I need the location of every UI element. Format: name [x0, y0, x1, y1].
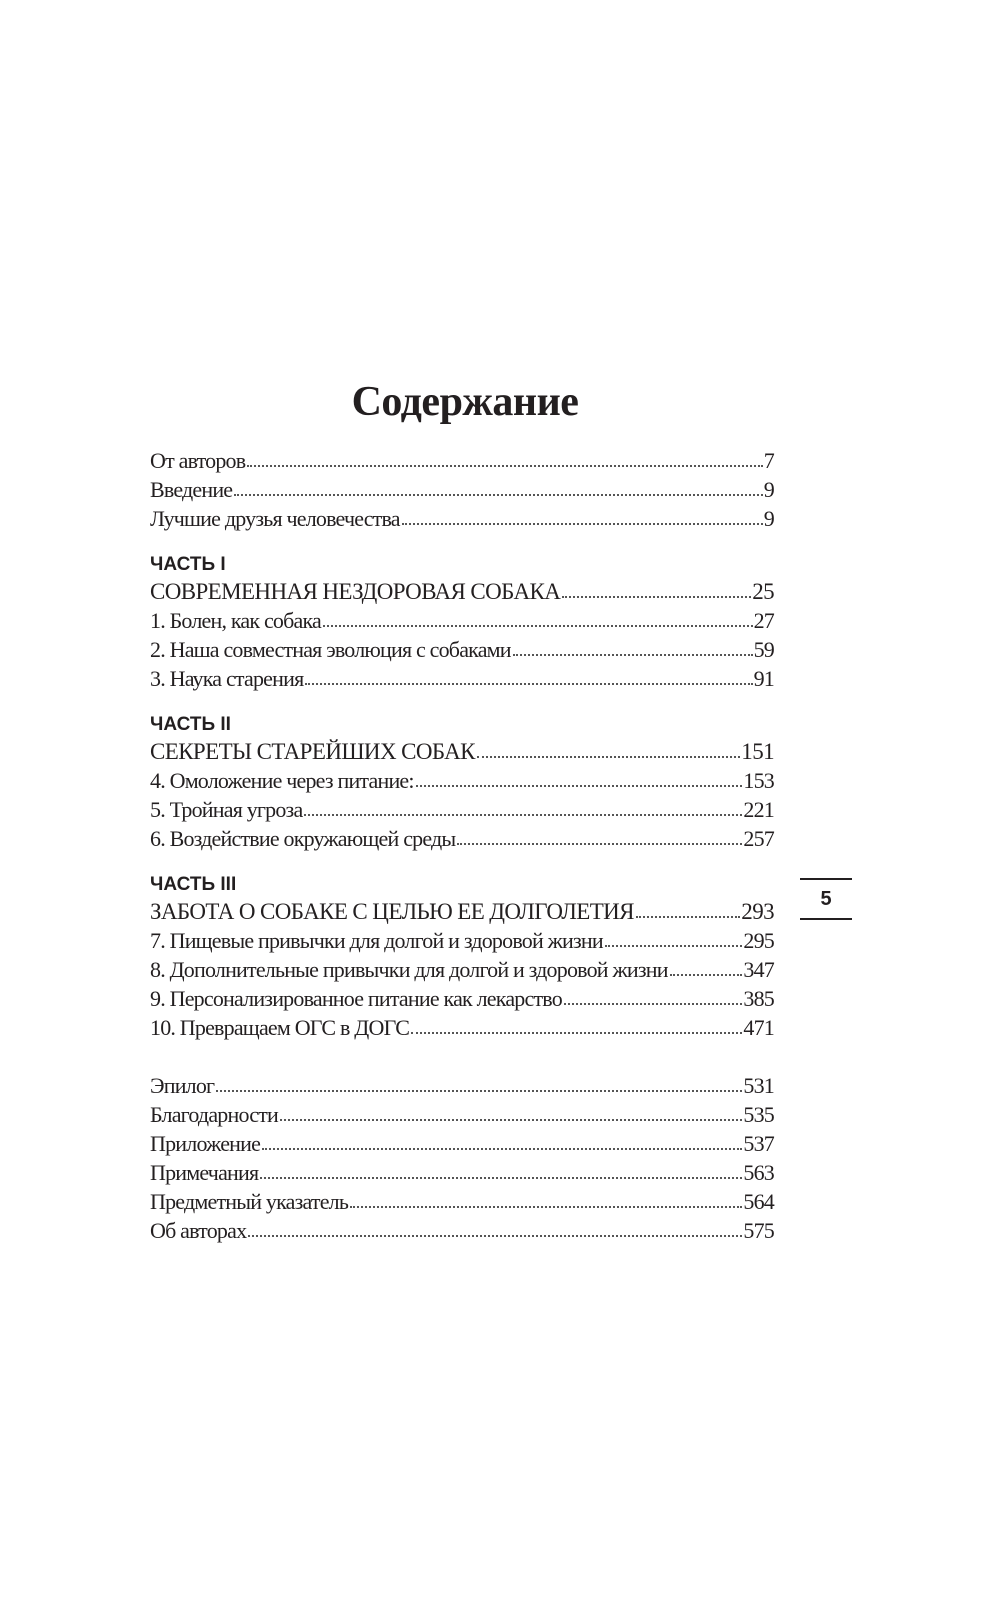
- dot-leader: [323, 625, 753, 627]
- toc-entry-page: 25: [752, 579, 774, 604]
- toc-entry-label: 4. Омоложение через питание:: [150, 768, 414, 793]
- toc-entry-label: Примечания: [150, 1160, 259, 1185]
- dot-leader: [477, 756, 740, 758]
- toc-entry-label: От авторов: [150, 448, 246, 473]
- toc-entry-page: 151: [741, 739, 774, 764]
- toc-entry[interactable]: [150, 765, 774, 794]
- page-number: 5: [800, 878, 852, 920]
- toc-entry-page: 9: [763, 506, 774, 531]
- toc-entry-page: 91: [753, 666, 774, 691]
- toc-entry-label: 6. Воздействие окружающей среды: [150, 826, 456, 851]
- toc-entry[interactable]: [150, 663, 774, 692]
- toc-entry[interactable]: [150, 794, 774, 823]
- toc-entry-page: 59: [753, 637, 774, 662]
- toc-entry[interactable]: [150, 1128, 774, 1157]
- toc-entry-page: 537: [743, 1131, 774, 1156]
- toc-part-heading: ЧАСТЬ II: [150, 714, 231, 735]
- toc-part-title[interactable]: [150, 576, 774, 605]
- toc-entry[interactable]: [150, 1070, 774, 1099]
- dot-leader: [457, 843, 742, 845]
- toc-entry-page: 535: [743, 1102, 774, 1127]
- toc-entry[interactable]: [150, 1215, 774, 1244]
- toc-entry[interactable]: [150, 634, 774, 663]
- toc-entry[interactable]: [150, 925, 774, 954]
- toc-entry[interactable]: [150, 605, 774, 634]
- toc-entry-page: 293: [741, 899, 774, 924]
- dot-leader: [416, 785, 743, 787]
- toc-entry[interactable]: [150, 823, 774, 852]
- toc-entry-label: 9. Персонализированное питание как лекарство: [150, 986, 562, 1011]
- toc-entry-page: 257: [743, 826, 774, 851]
- dot-leader: [350, 1206, 742, 1208]
- toc-entry-page: 575: [743, 1218, 774, 1243]
- toc-entry-page: 153: [743, 768, 774, 793]
- toc-entry-label: СОВРЕМЕННАЯ НЕЗДОРОВАЯ СОБАКА: [150, 579, 561, 604]
- toc-entry[interactable]: [150, 1157, 774, 1186]
- dot-leader: [411, 1032, 742, 1034]
- toc-entry[interactable]: [150, 954, 774, 983]
- toc-entry-label: СЕКРЕТЫ СТАРЕЙШИХ СОБАК: [150, 739, 475, 764]
- toc-entry[interactable]: [150, 1186, 774, 1215]
- dot-leader: [636, 916, 740, 918]
- toc-entry-label: Об авторах: [150, 1218, 247, 1243]
- dot-leader: [670, 974, 743, 976]
- toc-entry-label: 10. Превращаем ОГС в ДОГС: [150, 1015, 410, 1040]
- toc-entry-page: 295: [743, 928, 774, 953]
- page-title: Содержание: [351, 379, 579, 426]
- toc-entry-page: 7: [763, 448, 774, 473]
- toc-entry-label: 2. Наша совместная эволюция с собаками: [150, 637, 511, 662]
- toc-entry-label: Благодарности: [150, 1102, 278, 1127]
- toc-entry-label: 1. Болен, как собака: [150, 608, 322, 633]
- toc-part-title[interactable]: [150, 896, 774, 925]
- toc-entry-label: Лучшие друзья человечества: [150, 506, 400, 531]
- dot-leader: [234, 494, 763, 496]
- toc-entry-label: Предметный указатель: [150, 1189, 349, 1214]
- toc-entry-page: 563: [743, 1160, 774, 1185]
- toc-entry-page: 27: [753, 608, 774, 633]
- dot-leader: [564, 1003, 742, 1005]
- dot-leader: [280, 1119, 742, 1121]
- toc-entry-label: 7. Пищевые привычки для долгой и здоровой жизни: [150, 928, 603, 953]
- dot-leader: [262, 1148, 742, 1150]
- toc-entry[interactable]: [150, 445, 774, 474]
- toc-entry-page: 531: [743, 1073, 774, 1098]
- toc-entry[interactable]: [150, 1099, 774, 1128]
- toc-entry-page: 385: [743, 986, 774, 1011]
- toc-entry-label: 8. Дополнительные привычки для долгой и здоровой жизни: [150, 957, 668, 982]
- toc-entry-page: 221: [743, 797, 774, 822]
- dot-leader: [305, 683, 752, 685]
- toc-entry[interactable]: [150, 474, 774, 503]
- toc-entry[interactable]: [150, 1012, 774, 1041]
- toc-entry-label: Введение: [150, 477, 233, 502]
- dot-leader: [402, 523, 763, 525]
- toc-entry-label: Приложение: [150, 1131, 261, 1156]
- dot-leader: [605, 945, 743, 947]
- dot-leader: [216, 1090, 742, 1092]
- dot-leader: [260, 1177, 742, 1179]
- toc-part-title[interactable]: [150, 736, 774, 765]
- toc-entry[interactable]: [150, 503, 774, 532]
- dot-leader: [248, 1235, 742, 1237]
- dot-leader: [247, 465, 762, 467]
- dot-leader: [562, 596, 751, 598]
- toc-entry-page: 9: [763, 477, 774, 502]
- toc-part-heading: ЧАСТЬ III: [150, 874, 237, 895]
- toc-entry-label: Эпилог: [150, 1073, 215, 1098]
- toc-part-heading: ЧАСТЬ I: [150, 554, 226, 575]
- toc-entry-label: ЗАБОТА О СОБАКЕ С ЦЕЛЬЮ ЕЕ ДОЛГОЛЕТИЯ: [150, 899, 634, 924]
- spacer: [150, 1041, 774, 1070]
- dot-leader: [513, 654, 753, 656]
- toc-entry-page: 347: [743, 957, 774, 982]
- toc-entry-label: 3. Наука старения: [150, 666, 304, 691]
- toc-entry-label: 5. Тройная угроза: [150, 797, 303, 822]
- toc-entry-page: 471: [743, 1015, 774, 1040]
- table-of-contents: [150, 445, 774, 1244]
- toc-entry-page: 564: [743, 1189, 774, 1214]
- toc-entry[interactable]: [150, 983, 774, 1012]
- dot-leader: [304, 814, 742, 816]
